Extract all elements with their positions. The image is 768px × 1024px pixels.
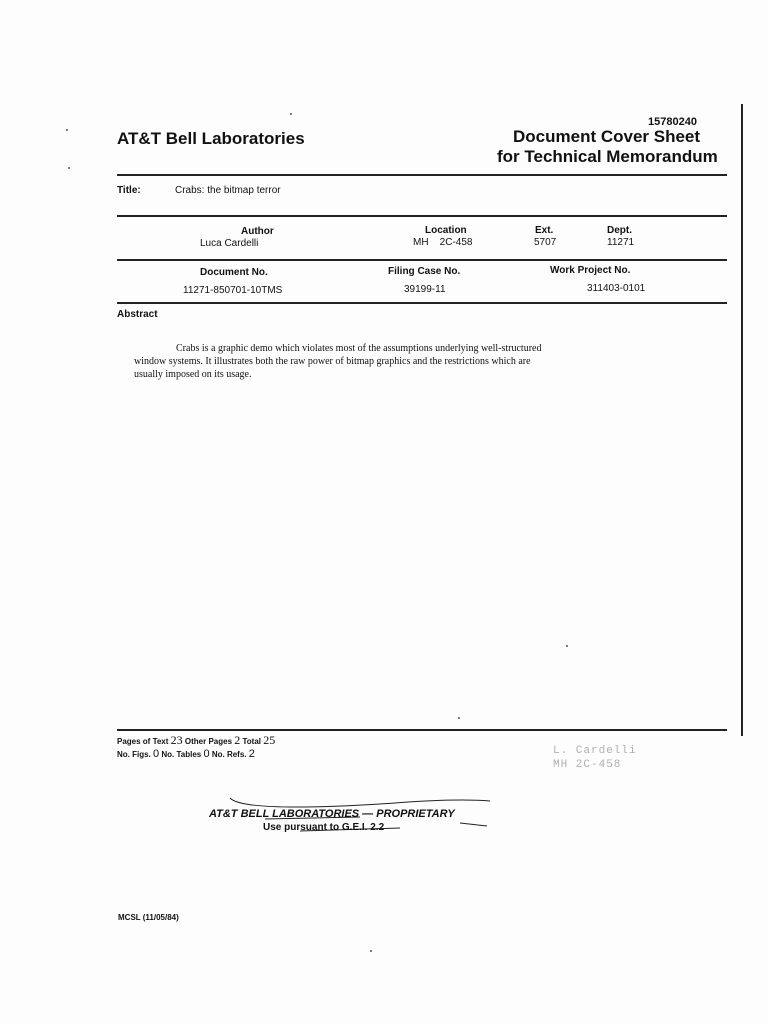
- scan-speck: [458, 717, 460, 719]
- tables-value: 0: [203, 748, 210, 760]
- total-label: Total: [242, 737, 262, 746]
- abstract-line2: window systems. It illustrates both the raw power of bitmap graphics and the restrictions which are: [134, 356, 531, 367]
- ext-header: Ext.: [535, 225, 554, 236]
- work-project-value: 311403-0101: [587, 283, 646, 294]
- dept-value: 11271: [607, 237, 635, 248]
- title-rule: [117, 215, 727, 217]
- pages-text-label: Pages of Text: [117, 737, 169, 746]
- author-stamp-line1: L. Cardelli: [553, 745, 637, 757]
- filing-case-value: 39199-11: [404, 284, 446, 295]
- proprietary-line2: Use pursuant to G.E.I. 2.2: [263, 822, 385, 833]
- figure-counts: [117, 748, 255, 760]
- other-pages-value: 2: [234, 733, 241, 747]
- title-label: Title:: [117, 185, 141, 196]
- header-rule: [117, 174, 727, 176]
- author-value: Luca Cardelli: [200, 238, 259, 249]
- sheet-title-line2: for Technical Memorandum: [497, 147, 718, 166]
- refs-label: No. Refs.: [211, 750, 247, 759]
- form-code: MCSL (11/05/84): [118, 913, 179, 922]
- figs-label: No. Figs.: [117, 750, 151, 759]
- work-project-header: Work Project No.: [550, 265, 631, 276]
- page-counts: [117, 733, 275, 748]
- scan-speck: [370, 950, 372, 952]
- footer-rule: [117, 729, 727, 731]
- total-value: 25: [263, 733, 276, 747]
- refs-value: 2: [248, 748, 255, 760]
- dept-header: Dept.: [607, 225, 632, 236]
- location-header: Location: [425, 225, 467, 236]
- abstract-line1: Crabs is a graphic demo which violates most of the assumptions underlying well-structured: [176, 343, 542, 354]
- ext-value: 5707: [534, 237, 557, 248]
- scan-speck: [66, 129, 68, 131]
- scan-speck: [290, 113, 292, 115]
- author-rule: [117, 259, 727, 261]
- title-value: Crabs: the bitmap terror: [175, 185, 281, 196]
- scan-speck: [68, 167, 70, 169]
- location-value: MH 2C-458: [413, 237, 473, 248]
- author-stamp-line2: MH 2C-458: [553, 759, 622, 771]
- scan-speck: [566, 645, 568, 647]
- document-no-header: Document No.: [200, 267, 268, 278]
- proprietary-line1: AT&T BELL LABORATORIES — PROPRIETARY: [209, 808, 455, 820]
- abstract-line3: usually imposed on its usage.: [134, 369, 252, 380]
- abstract-label: Abstract: [117, 309, 158, 320]
- company-name: AT&T Bell Laboratories: [117, 129, 305, 148]
- figs-value: 0: [153, 748, 160, 760]
- tables-label: No. Tables: [161, 750, 202, 759]
- sheet-title-line1: Document Cover Sheet: [513, 127, 701, 146]
- filing-case-header: Filing Case No.: [388, 266, 461, 277]
- document-rule: [117, 302, 727, 304]
- author-header: Author: [241, 226, 274, 237]
- right-edge-rule: [741, 104, 743, 736]
- pages-text-value: 23: [170, 733, 183, 747]
- document-no-value: 11271-850701-10TMS: [183, 285, 283, 296]
- document-number: 15780240: [648, 116, 697, 128]
- other-pages-label: Other Pages: [184, 737, 233, 746]
